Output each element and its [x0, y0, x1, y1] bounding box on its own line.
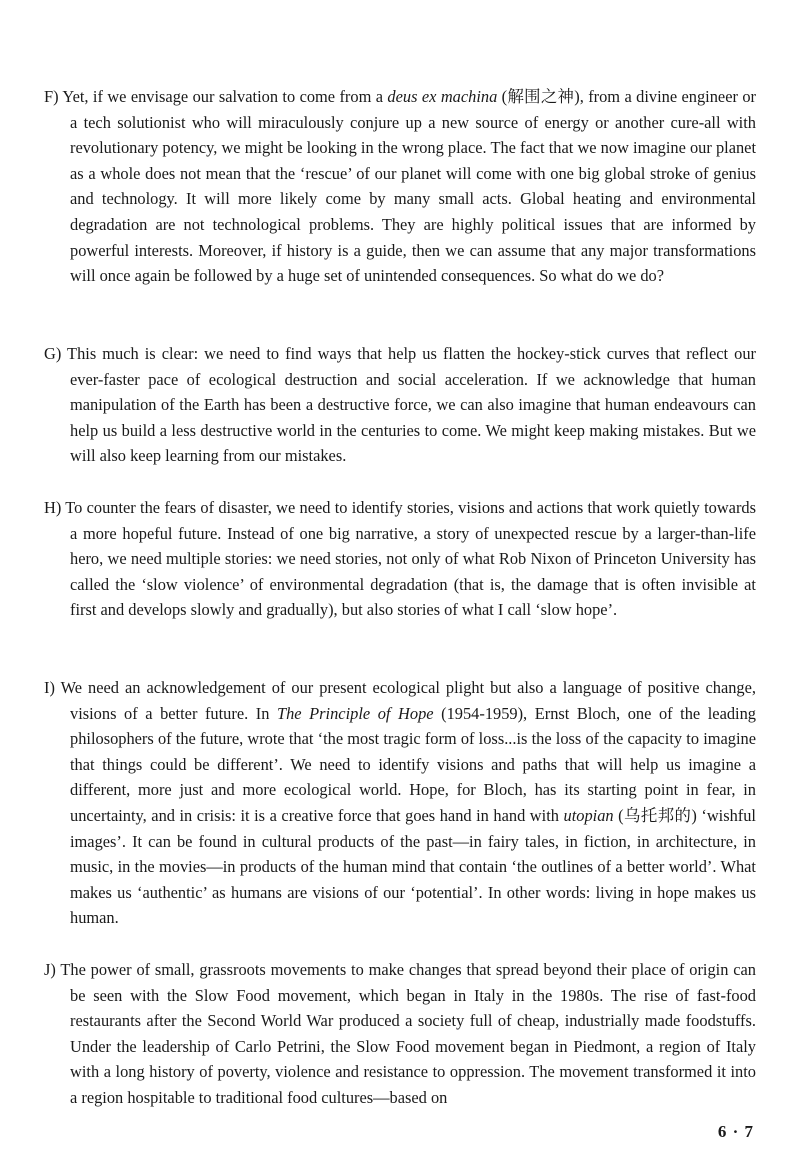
paragraph-label: H) — [44, 498, 62, 517]
paragraph-text: The power of small, grassroots movements to make changes that spread beyond their place of origin can be seen with the Slow Food movement, which began in Italy in the 1980s. The rise of fast-food restaurants after the Second World War produced a society full of cheap, industrially made foodstuffs. Under the leadership of Carlo Petrini, the Slow Food movement began in Piedmont, a region of Italy with a long history of poverty, violence and resistance to oppression. The movement transformed it into a region hospitable to traditional food cultures—based on — [55, 960, 756, 1107]
latin-term: deus ex machina — [387, 87, 498, 106]
paragraph-text: To counter the fears of disaster, we need to identify stories, visions and actions that work quietly towards a more hopeful future. Instead of one big narrative, a story of unexpected rescue by a larger-than-life hero, we need multiple stories: we need stories, not only of what Rob Nixon of Princeton University has called the ‘slow violence’ of environmental degradation (that is, the damage that is often invisible at first and develops slowly and gradually), but also stories of what I call ‘slow hope’. — [61, 498, 756, 620]
paragraph-g — [44, 341, 756, 469]
paragraph-h — [44, 495, 756, 623]
paragraph-label: J) — [44, 960, 56, 979]
page-number: 6 · 7 — [717, 1122, 754, 1141]
paragraph-label: F) — [44, 87, 59, 106]
paragraph-i — [44, 675, 756, 931]
paragraph-text: (乌托邦的) ‘wishful images’. It can be found in cultural products of the past—in fairy tales, in fiction, in architecture, in music, in the movies—in products of the human mind that contain ‘the outlines of a better world’. What makes us ‘authentic’ as humans are visions of our ‘potential’. In other words: living in hope makes us human. — [70, 805, 756, 928]
paragraph-text: (解围之神), from a divine engineer or a tech solutionist who will miraculously conjure up a new source of energy or another cure-all with revolutionary potency, we might be looking in the wrong place. The fact that we now imagine our planet as a whole does not mean that the ‘rescue’ of our planet will come with one big global stroke of genius and technology. It will more likely come by many small acts. Global heating and environmental degradation are not technological problems. They are highly political issues that are informed by powerful interests. Moreover, if history is a guide, then we can assume that any major transformations will once again be followed by a huge set of unintended consequences. So what do we do? — [70, 87, 756, 286]
paragraph-text: We need an acknowledgement of our present ecological plight but also a language of positive change, visions of a better future. In — [54, 678, 756, 723]
paragraph-j — [44, 957, 756, 1111]
paragraph-label: I) — [44, 678, 55, 697]
book-title: The Principle of Hope — [277, 703, 434, 723]
paragraph-text: Yet, if we envisage our salvation to come from a — [58, 87, 388, 106]
paragraph-label: G) — [44, 344, 62, 363]
paragraph-text: (1954-1959), Ernst Bloch, one of the leading philosophers of the future, wrote that ‘the most tragic form of loss...is the loss of the capacity to imagine that things could be different’. We need to identify visions and paths that will help us imagine a different, more just and more ecological world. Hope, for Bloch, has its starting point in fear, in uncertainty, and in crisis: it is a creative force that goes hand in hand with — [70, 703, 757, 825]
paragraph-f — [44, 84, 756, 289]
utopian-term: utopian — [563, 805, 614, 825]
paragraph-text: This much is clear: we need to find ways that help us flatten the hockey-stick curves that reflect our ever-faster pace of ecological destruction and social acceleration. If we acknowledge that human manipulation of the Earth has been a destructive force, we can also imagine that human endeavours can help us build a less destructive world in the centuries to come. We might keep making mistakes. But we will also keep learning from our mistakes. — [61, 344, 756, 466]
